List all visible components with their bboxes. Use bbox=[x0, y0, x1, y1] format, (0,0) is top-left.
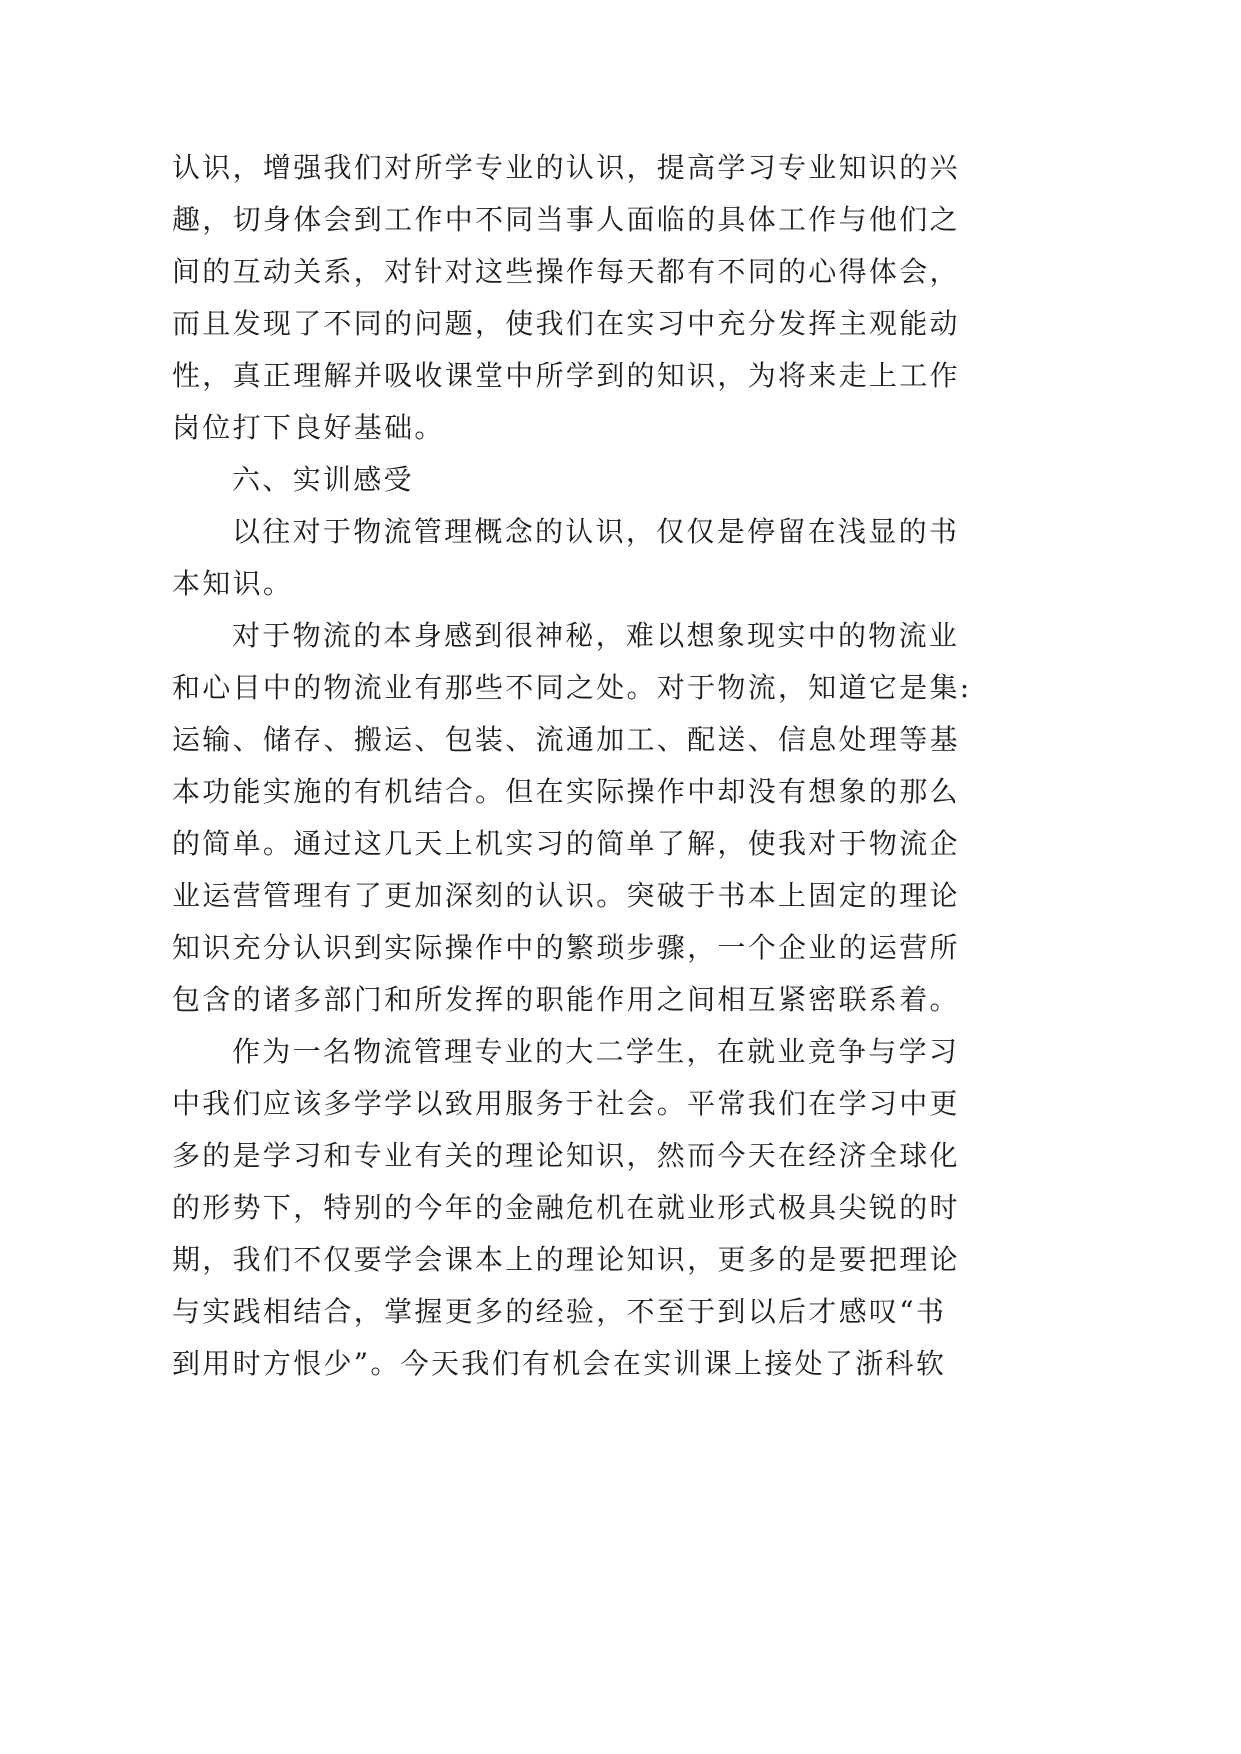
text-line: 以往对于物流管理概念的认识，仅仅是停留在浅显的书 bbox=[232, 515, 960, 548]
text-line: 本功能实施的有机结合。但在实际操作中却没有想象的那么 bbox=[172, 775, 960, 808]
body-text bbox=[172, 142, 992, 1390]
text-line: 岗位打下良好基础。 bbox=[172, 411, 445, 444]
text-line: 趣，切身体会到工作中不同当事人面临的具体工作与他们之 bbox=[172, 203, 960, 236]
text-line: 和心目中的物流业有那些不同之处。对于物流，知道它是集: bbox=[172, 671, 972, 704]
text-line: 知识充分认识到实际操作中的繁琐步骤，一个企业的运营所 bbox=[172, 931, 960, 964]
text-line: 作为一名物流管理专业的大二学生，在就业竞争与学习 bbox=[232, 1035, 960, 1068]
text-line: 间的互动关系，对针对这些操作每天都有不同的心得体会， bbox=[172, 255, 960, 288]
text-line: 认识，增强我们对所学专业的认识，提高学习专业知识的兴 bbox=[172, 151, 960, 184]
text-line: 与实践相结合，掌握更多的经验，不至于到以后才感叹“书 bbox=[172, 1295, 947, 1328]
text-line: 多的是学习和专业有关的理论知识，然而今天在经济全球化 bbox=[172, 1139, 960, 1172]
text-line: 到用时方恨少”。今天我们有机会在实训课上接处了浙科软 bbox=[172, 1347, 947, 1380]
text-line: 本知识。 bbox=[172, 567, 294, 600]
text-line: 包含的诸多部门和所发挥的职能作用之间相互紧密联系着。 bbox=[172, 983, 960, 1016]
text-line: 的形势下，特别的今年的金融危机在就业形式极具尖锐的时 bbox=[172, 1191, 960, 1224]
text-line: 中我们应该多学学以致用服务于社会。平常我们在学习中更 bbox=[172, 1087, 960, 1120]
text-line: 对于物流的本身感到很神秘，难以想象现实中的物流业 bbox=[232, 619, 960, 652]
text-line: 运输、储存、搬运、包装、流通加工、配送、信息处理等基 bbox=[172, 723, 960, 756]
text-line: 业运营管理有了更加深刻的认识。突破于书本上固定的理论 bbox=[172, 879, 960, 912]
text-line: 性，真正理解并吸收课堂中所学到的知识，为将来走上工作 bbox=[172, 359, 960, 392]
text-line: 的简单。通过这几天上机实习的简单了解，使我对于物流企 bbox=[172, 827, 960, 860]
section-heading: 六、实训感受 bbox=[232, 463, 414, 496]
text-line: 期，我们不仅要学会课本上的理论知识，更多的是要把理论 bbox=[172, 1243, 960, 1276]
text-line: 而且发现了不同的问题，使我们在实习中充分发挥主观能动 bbox=[172, 307, 960, 340]
